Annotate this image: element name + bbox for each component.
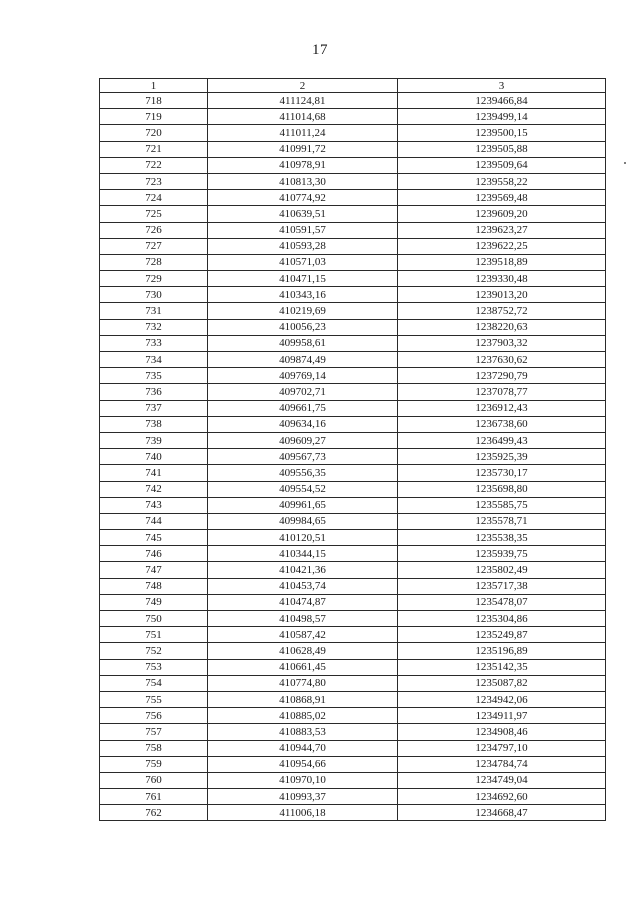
header-col-2: 2 (208, 79, 398, 93)
y-coordinate-cell: 1235249,87 (398, 627, 606, 643)
table-row (100, 513, 606, 529)
table-row (100, 416, 606, 432)
point-number-cell: 743 (100, 497, 208, 513)
y-coordinate-cell: 1236738,60 (398, 416, 606, 432)
y-coordinate-cell: 1239609,20 (398, 206, 606, 222)
y-coordinate-cell: 1238220,63 (398, 319, 606, 335)
point-number-cell: 744 (100, 513, 208, 529)
point-number-cell: 746 (100, 546, 208, 562)
y-coordinate-cell: 1235925,39 (398, 449, 606, 465)
point-number-cell: 733 (100, 335, 208, 351)
point-number-cell: 720 (100, 125, 208, 141)
header-row (100, 79, 606, 93)
point-number-cell: 757 (100, 724, 208, 740)
y-coordinate-cell: 1234908,46 (398, 724, 606, 740)
y-coordinate-cell: 1234668,47 (398, 805, 606, 821)
table-row (100, 190, 606, 206)
y-coordinate-cell: 1235585,75 (398, 497, 606, 513)
point-number-cell: 754 (100, 675, 208, 691)
table-row (100, 254, 606, 270)
x-coordinate-cell: 410883,53 (208, 724, 398, 740)
table-row (100, 740, 606, 756)
point-number-cell: 723 (100, 173, 208, 189)
table-row (100, 93, 606, 109)
point-number-cell: 759 (100, 756, 208, 772)
y-coordinate-cell: 1235142,35 (398, 659, 606, 675)
point-number-cell: 761 (100, 789, 208, 805)
point-number-cell: 735 (100, 368, 208, 384)
table-row (100, 578, 606, 594)
table-row (100, 756, 606, 772)
x-coordinate-cell: 409702,71 (208, 384, 398, 400)
point-number-cell: 731 (100, 303, 208, 319)
point-number-cell: 747 (100, 562, 208, 578)
table-row (100, 238, 606, 254)
point-number-cell: 748 (100, 578, 208, 594)
point-number-cell: 742 (100, 481, 208, 497)
table-row (100, 368, 606, 384)
y-coordinate-cell: 1234784,74 (398, 756, 606, 772)
y-coordinate-cell: 1239500,15 (398, 125, 606, 141)
x-coordinate-cell: 410344,15 (208, 546, 398, 562)
y-coordinate-cell: 1235087,82 (398, 675, 606, 691)
x-coordinate-cell: 409769,14 (208, 368, 398, 384)
point-number-cell: 718 (100, 93, 208, 109)
point-number-cell: 760 (100, 772, 208, 788)
table-row (100, 303, 606, 319)
y-coordinate-cell: 1239013,20 (398, 287, 606, 303)
point-number-cell: 745 (100, 530, 208, 546)
x-coordinate-cell: 410453,74 (208, 578, 398, 594)
point-number-cell: 741 (100, 465, 208, 481)
y-coordinate-cell: 1234797,10 (398, 740, 606, 756)
x-coordinate-cell: 409567,73 (208, 449, 398, 465)
x-coordinate-cell: 409661,75 (208, 400, 398, 416)
x-coordinate-cell: 410498,57 (208, 611, 398, 627)
y-coordinate-cell: 1235730,17 (398, 465, 606, 481)
y-coordinate-cell: 1235717,38 (398, 578, 606, 594)
y-coordinate-cell: 1239623,27 (398, 222, 606, 238)
table-row (100, 481, 606, 497)
table-row (100, 125, 606, 141)
x-coordinate-cell: 410571,03 (208, 254, 398, 270)
x-coordinate-cell: 410120,51 (208, 530, 398, 546)
point-number-cell: 734 (100, 352, 208, 368)
y-coordinate-cell: 1239330,48 (398, 271, 606, 287)
x-coordinate-cell: 410774,92 (208, 190, 398, 206)
x-coordinate-cell: 411011,24 (208, 125, 398, 141)
x-coordinate-cell: 410056,23 (208, 319, 398, 335)
x-coordinate-cell: 410661,45 (208, 659, 398, 675)
point-number-cell: 724 (100, 190, 208, 206)
point-number-cell: 740 (100, 449, 208, 465)
x-coordinate-cell: 409984,65 (208, 513, 398, 529)
table-row (100, 319, 606, 335)
x-coordinate-cell: 410993,37 (208, 789, 398, 805)
x-coordinate-cell: 410587,42 (208, 627, 398, 643)
x-coordinate-cell: 410868,91 (208, 691, 398, 707)
table-row (100, 724, 606, 740)
table-row (100, 400, 606, 416)
x-coordinate-cell: 409874,49 (208, 352, 398, 368)
y-coordinate-cell: 1235802,49 (398, 562, 606, 578)
point-number-cell: 750 (100, 611, 208, 627)
y-coordinate-cell: 1234942,06 (398, 691, 606, 707)
table-body (100, 93, 606, 821)
y-coordinate-cell: 1234749,04 (398, 772, 606, 788)
table-row (100, 772, 606, 788)
x-coordinate-cell: 411006,18 (208, 805, 398, 821)
x-coordinate-cell: 410970,10 (208, 772, 398, 788)
y-coordinate-cell: 1235196,89 (398, 643, 606, 659)
y-coordinate-cell: 1237630,62 (398, 352, 606, 368)
point-number-cell: 722 (100, 157, 208, 173)
table-header (100, 79, 606, 93)
x-coordinate-cell: 409609,27 (208, 432, 398, 448)
x-coordinate-cell: 410954,66 (208, 756, 398, 772)
table-row (100, 287, 606, 303)
y-coordinate-cell: 1239466,84 (398, 93, 606, 109)
x-coordinate-cell: 409961,65 (208, 497, 398, 513)
table-row (100, 109, 606, 125)
y-coordinate-cell: 1236499,43 (398, 432, 606, 448)
x-coordinate-cell: 410593,28 (208, 238, 398, 254)
table-row (100, 691, 606, 707)
point-number-cell: 727 (100, 238, 208, 254)
y-coordinate-cell: 1239622,25 (398, 238, 606, 254)
x-coordinate-cell: 410219,69 (208, 303, 398, 319)
coordinates-table (99, 78, 606, 821)
x-coordinate-cell: 409634,16 (208, 416, 398, 432)
point-number-cell: 721 (100, 141, 208, 157)
x-coordinate-cell: 410628,49 (208, 643, 398, 659)
table-row (100, 675, 606, 691)
x-coordinate-cell: 410991,72 (208, 141, 398, 157)
table-row (100, 530, 606, 546)
y-coordinate-cell: 1237903,32 (398, 335, 606, 351)
y-coordinate-cell: 1239505,88 (398, 141, 606, 157)
table-row (100, 708, 606, 724)
point-number-cell: 737 (100, 400, 208, 416)
point-number-cell: 729 (100, 271, 208, 287)
table-row (100, 465, 606, 481)
table-row (100, 449, 606, 465)
y-coordinate-cell: 1235578,71 (398, 513, 606, 529)
table-row (100, 157, 606, 173)
point-number-cell: 758 (100, 740, 208, 756)
table-row (100, 352, 606, 368)
y-coordinate-cell: 1237078,77 (398, 384, 606, 400)
y-coordinate-cell: 1235304,86 (398, 611, 606, 627)
header-col-1: 1 (100, 79, 208, 93)
point-number-cell: 749 (100, 594, 208, 610)
table-row (100, 611, 606, 627)
point-number-cell: 739 (100, 432, 208, 448)
y-coordinate-cell: 1235939,75 (398, 546, 606, 562)
x-coordinate-cell: 411014,68 (208, 109, 398, 125)
point-number-cell: 738 (100, 416, 208, 432)
x-coordinate-cell: 410774,80 (208, 675, 398, 691)
x-coordinate-cell: 409958,61 (208, 335, 398, 351)
table-row (100, 173, 606, 189)
y-coordinate-cell: 1239518,89 (398, 254, 606, 270)
point-number-cell: 736 (100, 384, 208, 400)
table-row (100, 789, 606, 805)
table-row (100, 562, 606, 578)
x-coordinate-cell: 410591,57 (208, 222, 398, 238)
x-coordinate-cell: 410813,30 (208, 173, 398, 189)
point-number-cell: 751 (100, 627, 208, 643)
x-coordinate-cell: 410639,51 (208, 206, 398, 222)
y-coordinate-cell: 1239509,64 (398, 157, 606, 173)
point-number-cell: 726 (100, 222, 208, 238)
point-number-cell: 725 (100, 206, 208, 222)
x-coordinate-cell: 410343,16 (208, 287, 398, 303)
point-number-cell: 753 (100, 659, 208, 675)
y-coordinate-cell: 1234911,97 (398, 708, 606, 724)
table-row (100, 546, 606, 562)
table-row (100, 222, 606, 238)
point-number-cell: 762 (100, 805, 208, 821)
table-row (100, 384, 606, 400)
point-number-cell: 728 (100, 254, 208, 270)
table-row (100, 497, 606, 513)
y-coordinate-cell: 1235478,07 (398, 594, 606, 610)
table-row (100, 335, 606, 351)
page-number: 17 (312, 42, 328, 58)
table-row (100, 659, 606, 675)
x-coordinate-cell: 411124,81 (208, 93, 398, 109)
x-coordinate-cell: 409554,52 (208, 481, 398, 497)
point-number-cell: 732 (100, 319, 208, 335)
table-row (100, 627, 606, 643)
y-coordinate-cell: 1239558,22 (398, 173, 606, 189)
y-coordinate-cell: 1235698,80 (398, 481, 606, 497)
table-row (100, 432, 606, 448)
y-coordinate-cell: 1236912,43 (398, 400, 606, 416)
y-coordinate-cell: 1234692,60 (398, 789, 606, 805)
x-coordinate-cell: 409556,35 (208, 465, 398, 481)
x-coordinate-cell: 410421,36 (208, 562, 398, 578)
scan-speck (624, 162, 626, 164)
point-number-cell: 756 (100, 708, 208, 724)
x-coordinate-cell: 410944,70 (208, 740, 398, 756)
point-number-cell: 752 (100, 643, 208, 659)
point-number-cell: 719 (100, 109, 208, 125)
x-coordinate-cell: 410885,02 (208, 708, 398, 724)
y-coordinate-cell: 1239499,14 (398, 109, 606, 125)
table-row (100, 594, 606, 610)
point-number-cell: 755 (100, 691, 208, 707)
x-coordinate-cell: 410471,15 (208, 271, 398, 287)
table-row (100, 206, 606, 222)
y-coordinate-cell: 1238752,72 (398, 303, 606, 319)
table-row (100, 805, 606, 821)
y-coordinate-cell: 1237290,79 (398, 368, 606, 384)
header-col-3: 3 (398, 79, 606, 93)
table-row (100, 271, 606, 287)
y-coordinate-cell: 1239569,48 (398, 190, 606, 206)
x-coordinate-cell: 410978,91 (208, 157, 398, 173)
x-coordinate-cell: 410474,87 (208, 594, 398, 610)
table-row (100, 643, 606, 659)
y-coordinate-cell: 1235538,35 (398, 530, 606, 546)
table-row (100, 141, 606, 157)
point-number-cell: 730 (100, 287, 208, 303)
